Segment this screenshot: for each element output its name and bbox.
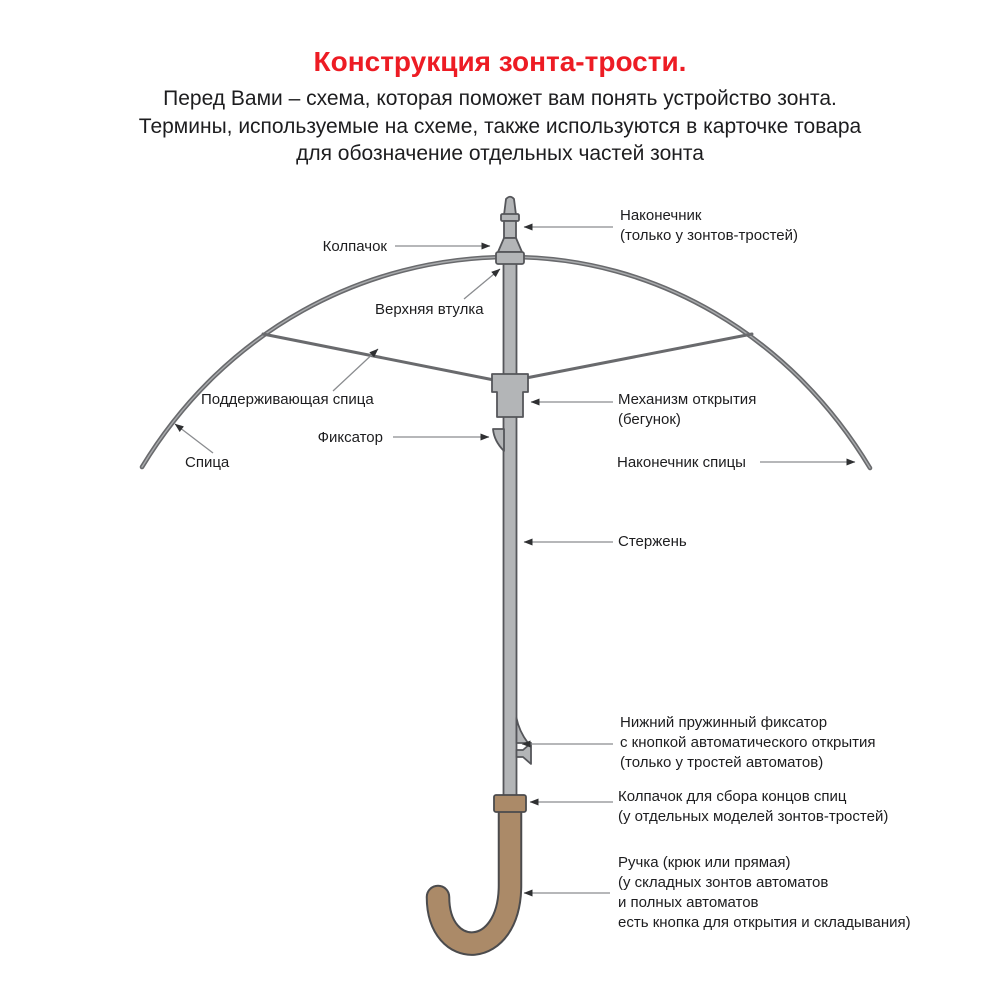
label-line: Ручка (крюк или прямая): [618, 854, 791, 871]
subtitle-line: Перед Вами – схема, которая поможет вам понять устройство зонта.: [163, 87, 837, 110]
label-cap: [323, 237, 387, 257]
label-line: Верхняя втулка: [375, 301, 484, 318]
label-line: и полных автоматов: [618, 894, 759, 911]
shaft: [504, 262, 517, 797]
label-line: Наконечник: [620, 207, 702, 224]
subtitle-line: для обозначение отдельных частей зонта: [296, 142, 704, 165]
label-bottom-cap: [618, 787, 888, 827]
label-line: Колпачок: [322, 238, 387, 255]
cap-part: [498, 238, 522, 252]
label-line: Поддерживающая спица: [201, 391, 374, 408]
label-line: Стержень: [618, 533, 687, 550]
subtitle-line: Термины, используемые на схеме, также используются в карточке товара: [138, 114, 862, 138]
supporting-rib-right: [526, 334, 752, 378]
lower-fixator-button: [517, 743, 532, 764]
label-line: (у отдельных моделей зонтов-тростей): [618, 808, 889, 825]
runner-part: [492, 374, 528, 417]
label-line: Колпачок для сбора концов спиц: [618, 788, 847, 805]
label-shaft: [618, 532, 687, 552]
page-title: Конструкция зонта-трости.: [313, 46, 687, 77]
label-line: с кнопкой автоматического открытия: [620, 734, 876, 751]
tip-cone: [504, 197, 516, 215]
label-lower-fixator: [620, 713, 876, 773]
lower-fixator-fin: [517, 718, 529, 743]
supporting-rib-left: [263, 334, 494, 380]
label-tip: [620, 206, 798, 246]
label-line: Спица: [185, 454, 230, 471]
label-mechanism: [618, 390, 756, 430]
label-line: Механизм открытия: [618, 391, 757, 408]
label-line: есть кнопка для открытия и складывания): [618, 914, 911, 931]
label-line: Фиксатор: [317, 429, 383, 446]
label-rib-tip: [617, 453, 746, 473]
tip-collar: [501, 214, 519, 221]
label-fixator: [318, 428, 383, 448]
label-supporting-rib: [201, 390, 374, 410]
label-line: Нижний пружинный фиксатор: [620, 714, 828, 731]
label-line: (только у зонтов-тростей): [620, 227, 799, 244]
label-line: (только у тростей автоматов): [620, 754, 824, 771]
leader-rib: [175, 424, 213, 453]
upper-hub-part: [496, 252, 524, 264]
leader-supporting-rib: [333, 349, 378, 391]
label-rib: [185, 453, 229, 473]
fixator-part: [493, 429, 504, 451]
label-line: Наконечник спицы: [617, 454, 746, 471]
label-line: (у складных зонтов автоматов: [618, 874, 829, 891]
leader-upper-hub: [464, 269, 500, 299]
tip-ferrule: [504, 221, 516, 238]
label-line: (бегунок): [618, 411, 681, 428]
bottom-cap-part: [494, 795, 526, 812]
label-handle: [618, 853, 911, 933]
label-upper-hub: [375, 300, 484, 320]
